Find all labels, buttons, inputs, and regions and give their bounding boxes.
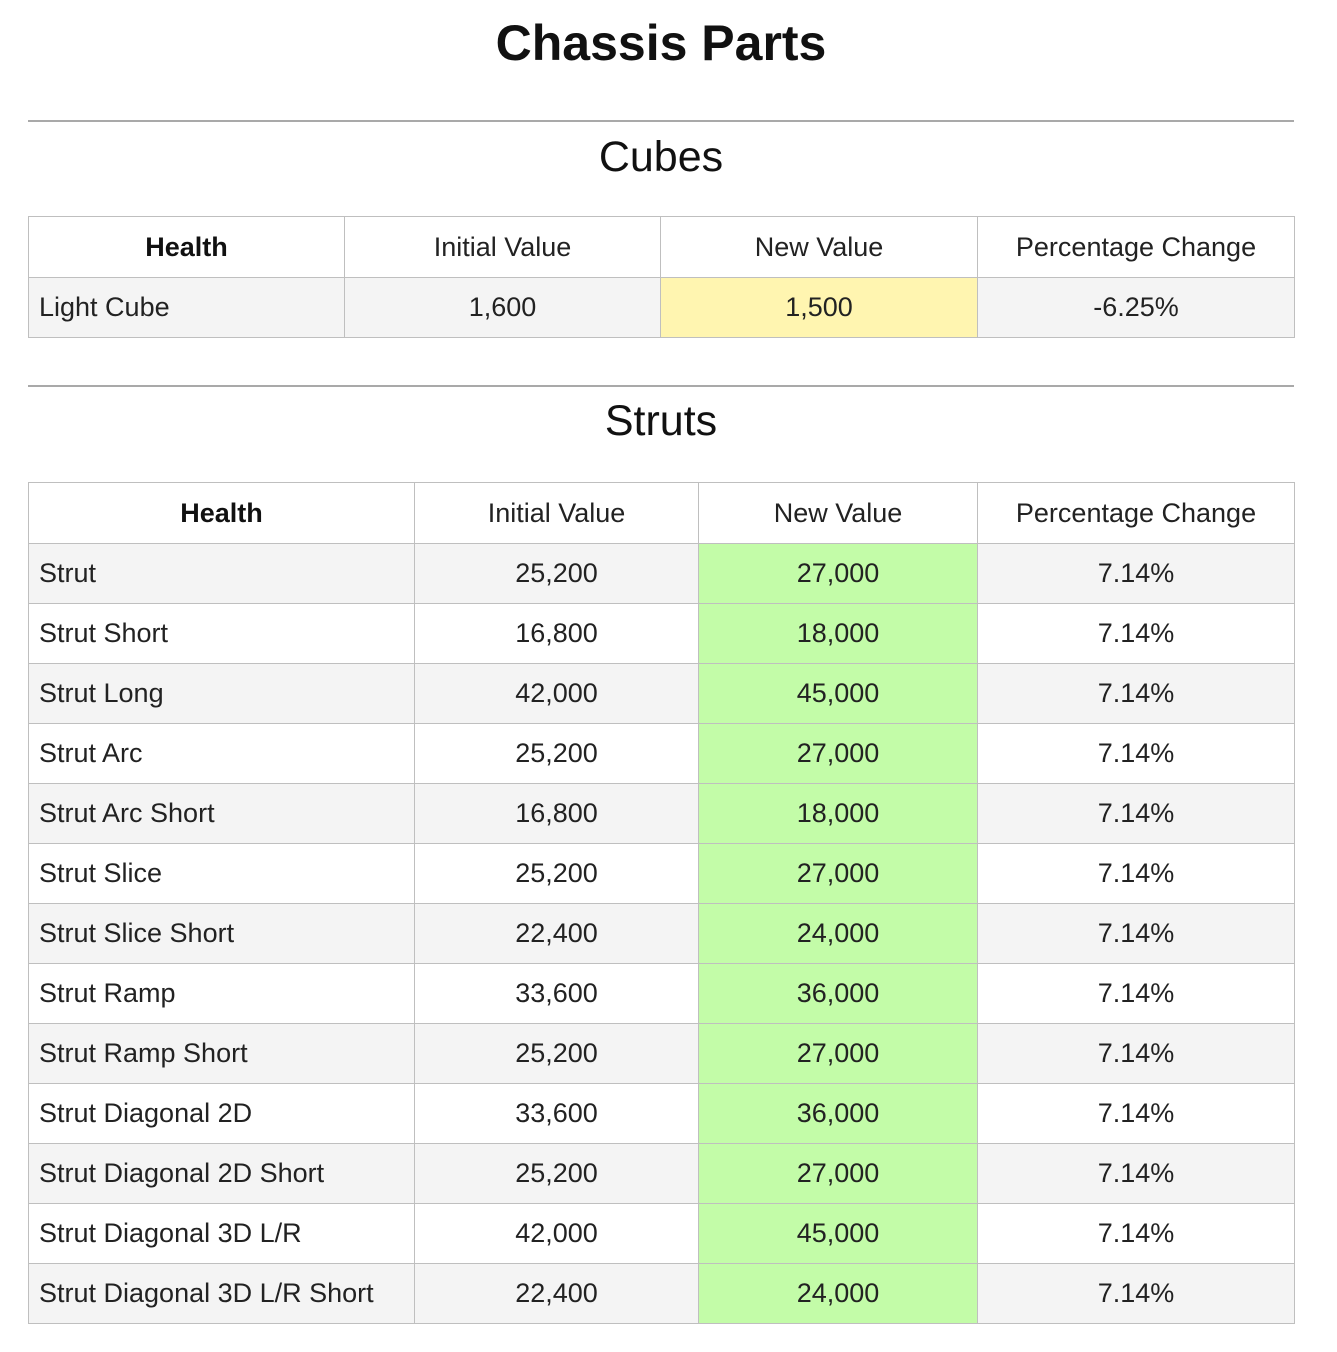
part-name-cell: Strut Ramp	[29, 964, 415, 1024]
table-row	[29, 1204, 1295, 1264]
new-value-cell: 24,000	[699, 1264, 978, 1324]
percentage-change-cell: 7.14%	[978, 1084, 1295, 1144]
table-row	[29, 1264, 1295, 1324]
initial-value-cell: 22,400	[415, 904, 699, 964]
new-value-cell: 1,500	[661, 278, 978, 338]
table-header-row	[29, 217, 1295, 278]
part-name-cell: Strut Ramp Short	[29, 1024, 415, 1084]
table-row	[29, 904, 1295, 964]
header-percentage-change: Percentage Change	[978, 483, 1295, 544]
percentage-change-cell: 7.14%	[978, 1264, 1295, 1324]
initial-value-cell: 25,200	[415, 1144, 699, 1204]
percentage-change-cell: 7.14%	[978, 664, 1295, 724]
cubes-section-title: Cubes	[598, 133, 724, 181]
table-row	[29, 278, 1295, 338]
table-row	[29, 544, 1295, 604]
percentage-change-cell: 7.14%	[978, 844, 1295, 904]
percentage-change-cell: -6.25%	[978, 278, 1295, 338]
initial-value-cell: 42,000	[415, 664, 699, 724]
percentage-change-cell: 7.14%	[978, 964, 1295, 1024]
table-row	[29, 784, 1295, 844]
table-row	[29, 964, 1295, 1024]
part-name-cell: Strut Diagonal 2D	[29, 1084, 415, 1144]
percentage-change-cell: 7.14%	[978, 1144, 1295, 1204]
part-name-cell: Strut Diagonal 3D L/R	[29, 1204, 415, 1264]
initial-value-cell: 33,600	[415, 964, 699, 1024]
header-percentage-change: Percentage Change	[978, 217, 1295, 278]
new-value-cell: 27,000	[699, 544, 978, 604]
table-row	[29, 844, 1295, 904]
percentage-change-cell: 7.14%	[978, 604, 1295, 664]
new-value-cell: 18,000	[699, 784, 978, 844]
percentage-change-cell: 7.14%	[978, 904, 1295, 964]
percentage-change-cell: 7.14%	[978, 544, 1295, 604]
initial-value-cell: 33,600	[415, 1084, 699, 1144]
part-name-cell: Strut Slice	[29, 844, 415, 904]
initial-value-cell: 25,200	[415, 1024, 699, 1084]
part-name-cell: Light Cube	[29, 278, 345, 338]
initial-value-cell: 16,800	[415, 604, 699, 664]
header-health: Health	[29, 483, 415, 544]
new-value-cell: 27,000	[699, 844, 978, 904]
table-row	[29, 1084, 1295, 1144]
table-row	[29, 1144, 1295, 1204]
initial-value-cell: 1,600	[345, 278, 661, 338]
table-header-row	[29, 483, 1295, 544]
new-value-cell: 18,000	[699, 604, 978, 664]
initial-value-cell: 25,200	[415, 544, 699, 604]
new-value-cell: 27,000	[699, 724, 978, 784]
percentage-change-cell: 7.14%	[978, 1024, 1295, 1084]
table-row	[29, 604, 1295, 664]
cubes-section-divider	[28, 120, 1294, 122]
cubes-table	[28, 216, 1295, 338]
initial-value-cell: 25,200	[415, 844, 699, 904]
new-value-cell: 45,000	[699, 664, 978, 724]
new-value-cell: 36,000	[699, 964, 978, 1024]
part-name-cell: Strut Diagonal 2D Short	[29, 1144, 415, 1204]
struts-table	[28, 482, 1295, 1324]
header-initial-value: Initial Value	[415, 483, 699, 544]
new-value-cell: 45,000	[699, 1204, 978, 1264]
part-name-cell: Strut Long	[29, 664, 415, 724]
percentage-change-cell: 7.14%	[978, 784, 1295, 844]
page-title: Chassis Parts	[495, 15, 827, 71]
struts-section-title: Struts	[604, 397, 718, 445]
header-initial-value: Initial Value	[345, 217, 661, 278]
new-value-cell: 27,000	[699, 1024, 978, 1084]
header-new-value: New Value	[699, 483, 978, 544]
part-name-cell: Strut Short	[29, 604, 415, 664]
initial-value-cell: 22,400	[415, 1264, 699, 1324]
table-row	[29, 664, 1295, 724]
struts-section-divider	[28, 385, 1294, 387]
percentage-change-cell: 7.14%	[978, 724, 1295, 784]
table-row	[29, 724, 1295, 784]
new-value-cell: 24,000	[699, 904, 978, 964]
new-value-cell: 27,000	[699, 1144, 978, 1204]
part-name-cell: Strut Diagonal 3D L/R Short	[29, 1264, 415, 1324]
header-health: Health	[29, 217, 345, 278]
part-name-cell: Strut Arc	[29, 724, 415, 784]
table-row	[29, 1024, 1295, 1084]
percentage-change-cell: 7.14%	[978, 1204, 1295, 1264]
initial-value-cell: 25,200	[415, 724, 699, 784]
part-name-cell: Strut Slice Short	[29, 904, 415, 964]
part-name-cell: Strut Arc Short	[29, 784, 415, 844]
initial-value-cell: 16,800	[415, 784, 699, 844]
part-name-cell: Strut	[29, 544, 415, 604]
header-new-value: New Value	[661, 217, 978, 278]
new-value-cell: 36,000	[699, 1084, 978, 1144]
initial-value-cell: 42,000	[415, 1204, 699, 1264]
